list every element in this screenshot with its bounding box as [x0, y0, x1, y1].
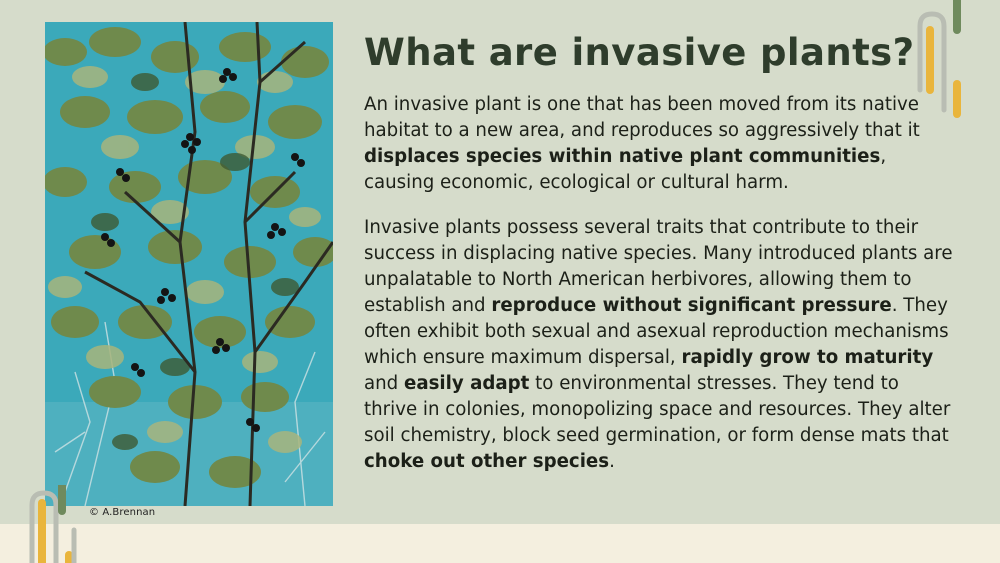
paragraph2-text-3: and [364, 373, 404, 394]
plant-photo [45, 22, 333, 506]
bottom-band [0, 524, 1000, 563]
paragraph2-bold-3: easily adapt [404, 373, 530, 394]
photo-credit: © A.Brennan [89, 507, 156, 518]
paragraph1-text-2: , causing economic, ecological or cultural harm. [364, 146, 887, 193]
paragraph2-text-5: . [609, 451, 615, 472]
top-right-decoration [908, 0, 980, 125]
paragraph-definition [364, 92, 954, 196]
paragraph1-text-1: An invasive plant is one that has been moved from its native habitat to a new area, and reproduces so aggressively that it [364, 94, 920, 141]
bottom-left-decoration [22, 485, 92, 563]
body-text [364, 92, 954, 475]
paragraph2-bold-2: rapidly grow to maturity [681, 347, 934, 368]
paragraph2-bold-1: reproduce without significant pressure [491, 295, 892, 316]
paragraph2-text-1: Invasive plants possess several traits that contribute to their success in displacing native species. Many introduced plants are unpalatable to North American herbivores, allowing them to establish and [364, 217, 953, 316]
paragraph2-text-2: . They often exhibit both sexual and asexual reproduction mechanisms which ensure maximum dispersal, [364, 295, 949, 368]
slide-title: What are invasive plants? [364, 31, 915, 74]
paragraph-traits [364, 215, 954, 475]
plant-photo-illustration [45, 22, 333, 506]
paragraph2-text-4: to environmental stresses. They tend to thrive in colonies, monopolizing space and resources. They alter soil chemistry, block seed germination, or form dense mats that [364, 373, 951, 446]
paragraph1-bold-1: displaces species within native plant communities [364, 146, 881, 167]
paragraph2-bold-4: choke out other species [364, 451, 610, 472]
